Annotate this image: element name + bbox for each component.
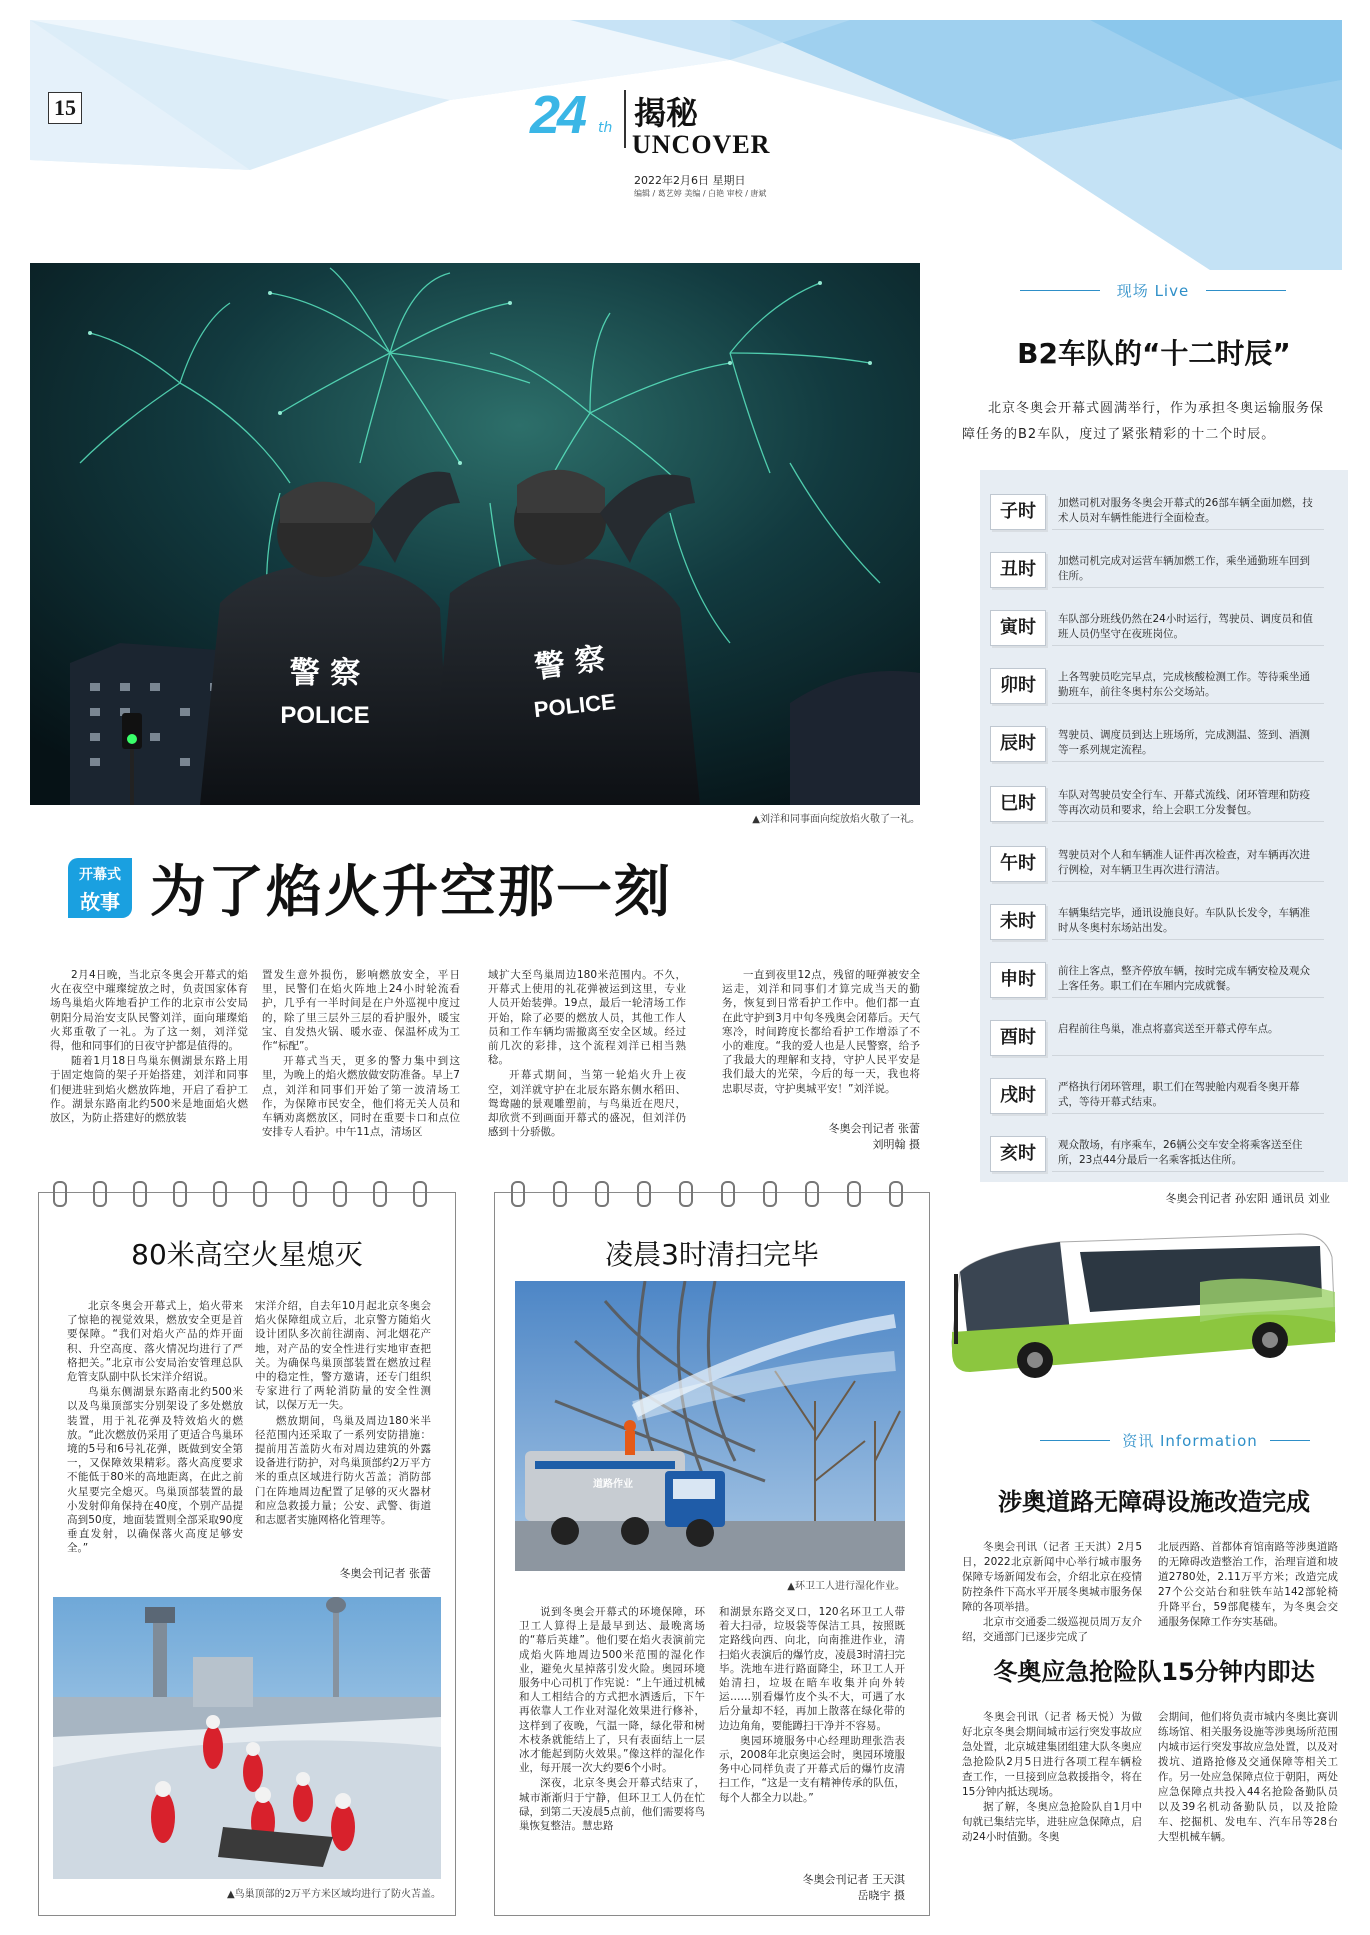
section-tag xyxy=(68,858,132,918)
paragraph: 一直到夜里12点，残留的哑弹被安全运走，刘洋和同事们才算完成当天的勤务，恢复到日常看护工作中。他们都一直在此守护到3月中旬冬残奥会闭幕后。天气寒冷，时间跨度长都给看护工作增添了不小的难度。“我的爱人也是人民警察，给予了我最大的理解和支持，守护人民平安是我们最大的光荣，今后的每一天，我也将忠职尽责，守护奥城平安！”刘洋说。 xyxy=(722,969,920,1095)
time-row xyxy=(990,604,1338,650)
card-right-headline: 凌晨3时清扫完毕 xyxy=(605,1238,819,1271)
masthead-title-cn: 揭秘 xyxy=(634,94,699,132)
live-byline: 冬奥会刊记者 孙宏阳 通讯员 刘业 xyxy=(1165,1192,1330,1205)
masthead-credits: 编辑 / 葛艺婷 美编 / 白艳 审校 / 唐斌 xyxy=(634,189,767,198)
svg-text:POLICE: POLICE xyxy=(280,702,370,729)
paragraph: 域扩大至鸟巢周边180米范围内。不久，开幕式上使用的礼花弹被运到这里，专业人员开始装弹。19点，最后一轮清场工作开始，除了必要的燃放人员，其他工作人员和工作车辆均需撤离至安全区域。经过前几次的彩排，这个流程刘洋已相当熟稔。 xyxy=(488,969,686,1067)
paragraph: 奥园环境服务中心经理助理张浩表示，2008年北京奥运会时，奥园环境服务中心同样负责了开幕式后的爆竹皮清扫工作，“这是一支有精神传承的队伍，每个人都全力以赴。” xyxy=(719,1734,905,1804)
time-row xyxy=(990,1130,1338,1176)
info-section-header xyxy=(960,1432,1348,1448)
paragraph: 据了解，冬奥应急抢险队自1月中旬就已集结完毕，进驻应急保障点，启动24小时值勤。冬奥 xyxy=(962,1801,1142,1843)
bus-illustration xyxy=(940,1212,1340,1382)
card-left-headline: 80米高空火星熄灭 xyxy=(131,1238,363,1271)
paragraph: 和湖景东路交叉口，120名环卫工人带着大扫帚，垃圾袋等保洁工具，按照既定路线向西、向北，向南推进作业，清扫焰火表演后的爆竹皮，凌晨3时清扫完毕。洗地车进行路面降尘，环卫工人开始清扫，垃圾在暗车收集并向外转运……别看爆竹皮个头不大，可遇了水后分量却不轻，再加上散落在绿化带的边边角角，要能蹲扫干净并不容易。 xyxy=(719,1606,905,1732)
time-label: 巳时 xyxy=(990,786,1046,822)
binder-ring xyxy=(721,1181,735,1207)
card-right-byline-2: 岳晓宇 摄 xyxy=(857,1889,905,1902)
main-story-col1 xyxy=(50,968,248,1126)
time-label: 寅时 xyxy=(990,610,1046,646)
masthead-divider xyxy=(624,90,626,148)
street-cleaning-photo xyxy=(515,1281,905,1571)
story-card-left xyxy=(38,1192,456,1916)
time-desc: 启程前往鸟巢，准点将嘉宾送至开幕式停车点。 xyxy=(1052,1018,1324,1056)
masthead-date: 2022年2月6日 星期日 xyxy=(634,174,746,187)
time-row xyxy=(990,662,1338,708)
paragraph: 宋洋介绍，自去年10月起北京冬奥会焰火保障组成立后，北京警方随焰火设计团队多次前往湖南、河北烟花产地，对产品的安全性进行实地审查把关。为确保鸟巢顶部装置在燃放过程中的稳定性，警方邀请，还专门组织专家进行了两轮消防量的安全性测试，以保万无一失。 xyxy=(255,1300,431,1412)
time-desc: 上各驾驶员吃完早点，完成核酸检测工作。等待乘坐通勤班车，前往冬奥村东公交场站。 xyxy=(1052,666,1324,704)
card-left-photo-caption: ▲鸟巢顶部的2万平方米区域均进行了防火苫盖。 xyxy=(226,1889,441,1900)
section-tag-line2: 故事 xyxy=(80,890,120,914)
binder-ring xyxy=(889,1181,903,1207)
divider-line xyxy=(1270,1440,1310,1441)
divider-line xyxy=(1206,290,1286,291)
live-headline: B2车队的“十二时辰” xyxy=(1017,337,1291,370)
time-row xyxy=(990,546,1338,592)
card-right-byline-1: 冬奥会刊记者 王天淇 xyxy=(802,1873,905,1886)
time-row xyxy=(990,1072,1338,1118)
binder-ring xyxy=(53,1181,67,1207)
binder-ring xyxy=(595,1181,609,1207)
binder-ring xyxy=(763,1181,777,1207)
binder-ring xyxy=(93,1181,107,1207)
info-headline-1: 涉奥道路无障碍设施改造完成 xyxy=(998,1488,1310,1516)
paragraph: 开幕式当天，更多的警力集中到这里，为晚上的焰火燃放做安防准备。早上7点，刘洋和同事们开始了第一波清场工作，为保障市民安全，他们将无关人员和车辆劝离燃放区，同时在重要卡口和点位安排专人看护。中午11点，清场区 xyxy=(262,1055,460,1139)
story-card-right xyxy=(494,1192,930,1916)
paragraph: 北京冬奥会开幕式上，焰火带来了惊艳的视觉效果，燃放安全更是首要保障。“我们对焰火产品的炸开面积、升空高度、落火情况均进行了严格把关。”北京市公安局治安管理总队危管支队副中队长宋洋介绍说。 xyxy=(67,1300,243,1384)
binder-ring xyxy=(293,1181,307,1207)
paragraph: 燃放期间，鸟巢及周边180米半径范围内还采取了一系列安防措施：提前用苫盖防火布对周边建筑的外露设备进行防护，对鸟巢顶部约2万平方米的重点区域进行防火苫盖；消防部门在阵地周边配置了足够的灭火器材和应急救援力量；公安、武警、街道和志愿者实施网格化管理等。 xyxy=(255,1414,431,1527)
binder-ring xyxy=(373,1181,387,1207)
time-label: 辰时 xyxy=(990,726,1046,762)
svg-text:警 察: 警 察 xyxy=(532,641,608,686)
time-row xyxy=(990,488,1338,534)
paragraph: 随着1月18日鸟巢东侧湖景东路上用于固定炮筒的架子开始搭建，刘洋和同事们便进驻到焰火燃放阵地，开启了看护工作。湖景东路南北约500米是地面焰火燃放区，为防止搭建好的燃放装 xyxy=(50,1055,248,1125)
main-headline: 为了焰火升空那一刻 xyxy=(150,860,672,925)
time-label: 酉时 xyxy=(990,1020,1046,1056)
time-row xyxy=(990,780,1338,826)
info-article-2-col2: 会期间，他们将负责市城内冬奥比赛训练场馆、相关服务设施等涉奥场所范围内城市运行突发事故应急处置，以及对拨坑、道路抢修及交通保障等相关工作。另一处应急保障点位于朝阳，两处应急保障点共投入44名抢险备勤队员以及39名机动备勤队员，以及抢险车、挖掘机、发电车、汽车吊等28台大型机械车辆。 xyxy=(1158,1711,1338,1843)
live-intro: 北京冬奥会开幕式圆满举行，作为承担冬奥运输服务保障任务的B2车队，度过了紧张精彩的十二个时辰。 xyxy=(962,401,1325,442)
time-label: 子时 xyxy=(990,494,1046,530)
masthead xyxy=(520,80,880,210)
paragraph: 说到冬奥会开幕式的环境保障，环卫工人算得上是最早到达、最晚离场的“幕后英雄”。他们要在焰火表演前完成焰火阵地周边500米范围的湿化作业，避免火星掉落引发火险。奥园环境服务中心司机丁作宪说：“上午通过机械和人工相结合的方式把水洒透后，下午再依靠人工作业对湿化效果进行修补，这样到了夜晚，气温一降，绿化带和树木枝条就能结上了，只有表面结上一层冰才能起到防火效果。”像这样的湿化作业，每开展一次大约要6个小时。 xyxy=(519,1606,705,1775)
paragraph: 冬奥会刊讯（记者 王天淇）2月5日，2022北京新闻中心举行城市服务保障专场新闻发布会，介绍北京在疫情防控条件下高水平开展冬奥城市服务保障的各项举措。 xyxy=(962,1541,1142,1613)
time-desc: 加燃司机对服务冬奥会开幕式的26部车辆全面加燃，技术人员对车辆性能进行全面检查。 xyxy=(1052,492,1324,530)
time-label: 申时 xyxy=(990,962,1046,998)
card-right-photo-caption: ▲环卫工人进行湿化作业。 xyxy=(787,1581,905,1592)
binder-ring xyxy=(213,1181,227,1207)
main-story-col3 xyxy=(488,968,686,1140)
card-right-col2 xyxy=(719,1605,905,1806)
time-row xyxy=(990,840,1338,886)
paragraph: 冬奥会刊讯（记者 杨天悦）为做好北京冬奥会期间城市运行突发事故应急处置，北京城建集团组建大队冬奥应急抢险队2月5日进行各项工程车辆检查工作，一旦接到应急救援指令，将在15分钟内抵达现场。 xyxy=(962,1711,1142,1798)
live-section-header xyxy=(960,282,1348,298)
time-desc: 加燃司机完成对运营车辆加燃工作，乘坐通勤班车回到住所。 xyxy=(1052,550,1324,588)
fireworks-police-photo xyxy=(30,263,920,805)
live-label: 现场 Live xyxy=(1116,282,1190,300)
binder-ring xyxy=(553,1181,567,1207)
time-desc: 前往上客点，整齐停放车辆，按时完成车辆安检及观众上客任务。职工们在车厢内完成就餐。 xyxy=(1052,960,1324,998)
paragraph: 北京市交通委二级巡视员周万友介绍，交通部门已逐步完成了 xyxy=(962,1616,1142,1643)
logo-th: th xyxy=(598,120,613,136)
time-desc: 车队部分班线仍然在24小时运行，驾驶员、调度员和值班人员仍坚守在夜班岗位。 xyxy=(1052,608,1324,646)
binder-ring xyxy=(805,1181,819,1207)
binder-ring xyxy=(511,1181,525,1207)
time-label: 未时 xyxy=(990,904,1046,940)
time-row xyxy=(990,720,1338,766)
binder-ring xyxy=(637,1181,651,1207)
time-label: 戌时 xyxy=(990,1078,1046,1114)
page-number: 15 xyxy=(48,92,82,124)
card-right-col1 xyxy=(519,1605,705,1834)
divider-line xyxy=(1020,290,1100,291)
card-left-col2 xyxy=(255,1299,431,1528)
logo-24: 24 xyxy=(530,85,585,145)
main-photo-caption: ▲刘洋和同事面向绽放焰火敬了一礼。 xyxy=(752,814,920,825)
paragraph: 深夜，北京冬奥会开幕式结束了，城市渐渐归于宁静，但环卫工人仍在忙碌，到第二天凌晨5点前，他们需要将鸟巢恢复整洁。慧忠路 xyxy=(519,1777,705,1833)
binder-ring xyxy=(253,1181,267,1207)
masthead-title-en: UNCOVER xyxy=(632,130,771,159)
time-row xyxy=(990,898,1338,944)
card-left-byline: 冬奥会刊记者 张蕾 xyxy=(339,1567,431,1580)
info-article-1-col1 xyxy=(962,1540,1142,1645)
paragraph: 鸟巢东侧湖景东路南北约500米以及鸟巢顶部实分别架设了多处燃放装置，用于礼花弹及特效焰火的燃放。“此次燃放仍采用了更适合鸟巢环境的5号和6号礼花弹，既做到安全第一，又保障效果精彩。落火高度要求不能低于80米的高地距离，在此之前火星要完全熄灭。鸟巢顶部装置的最小发射仰角保持在40度，个别产品提高到50度，地面装置则全部采取90度垂直发射，以确保落火高度足够安全。” xyxy=(67,1386,243,1555)
time-desc: 观众散场，有序乘车，26辆公交车安全将乘客送至住所，23点44分最后一名乘客抵达住所。 xyxy=(1052,1134,1324,1172)
main-byline-2: 刘明翰 摄 xyxy=(872,1138,920,1151)
main-story-col4 xyxy=(722,968,920,1097)
time-row xyxy=(990,1014,1338,1060)
stadium-roof-photo xyxy=(53,1597,441,1879)
binder-ring xyxy=(133,1181,147,1207)
svg-text:POLICE: POLICE xyxy=(532,688,617,723)
paragraph: 2月4日晚，当北京冬奥会开幕式的焰火在夜空中璀璨绽放之时，负责国家体育场鸟巢焰火阵地看护工作的北京市公安局朝阳分局治安支队民警刘洋，面向璀璨焰火郑重敬了一礼。为了这一刻，刘洋觉得，他和同事们的日夜守护都是值得的。 xyxy=(50,969,248,1053)
divider-line xyxy=(1040,1440,1110,1441)
paragraph: 开幕式期间，当第一轮焰火升上夜空，刘洋就守护在北辰东路东侧水稻田、鸳鸯融的景观雕塑前，与鸟巢近在咫尺，却欣赏不到画面开幕式的盛况，但刘洋仍感到十分骄傲。 xyxy=(488,1069,686,1139)
time-desc: 严格执行闭环管理，职工们在驾驶舱内观看冬奥开幕式，等待开幕式结束。 xyxy=(1052,1076,1324,1114)
binder-ring xyxy=(847,1181,861,1207)
time-label: 卯时 xyxy=(990,668,1046,704)
info-article-1-col2: 北辰西路、首都体育馆南路等涉奥道路的无障碍改造整治工作，治理盲道和坡道2780处，2.11万平方米；改造完成27个公交站台和驻铁车站142部轮椅升降平台，59部爬楼车，为冬奥会交通服务保障工作夯实基础。 xyxy=(1158,1541,1338,1628)
card-left-col1 xyxy=(67,1299,243,1557)
binder-ring xyxy=(173,1181,187,1207)
section-tag-line1: 开幕式 xyxy=(79,867,121,883)
main-story-col2 xyxy=(262,968,460,1140)
paragraph: 置发生意外损伤，影响燃放安全，平日里，民警们在焰火阵地上24小时轮流看护，几乎有一半时间是在户外巡视中度过的，除了里三层外三层的看护服外，暖宝宝、自发热火锅、暖水壶、保温杯成为工作“标配”。 xyxy=(262,969,460,1053)
time-desc: 驾驶员对个人和车辆准人证件再次检查，对车辆再次进行例检，对车辆卫生再次进行清洁。 xyxy=(1052,844,1324,882)
binder-ring xyxy=(679,1181,693,1207)
binder-ring xyxy=(413,1181,427,1207)
info-article-2-col1 xyxy=(962,1710,1142,1845)
time-desc: 车队对驾驶员安全行车、开幕式流线、闭环管理和防疫等再次动员和要求，给上会职工分发餐包。 xyxy=(1052,784,1324,822)
time-desc: 车辆集结完毕，通讯设施良好。车队队长发令，车辆准时从冬奥村东场站出发。 xyxy=(1052,902,1324,940)
binder-ring xyxy=(333,1181,347,1207)
truck-sign: 道路作业 xyxy=(593,1479,633,1490)
time-row xyxy=(990,956,1338,1002)
time-label: 午时 xyxy=(990,846,1046,882)
time-desc: 驾驶员、调度员到达上班场所，完成测温、签到、酒测等一系列规定流程。 xyxy=(1052,724,1324,762)
info-headline-2: 冬奥应急抢险队15分钟内即达 xyxy=(993,1658,1315,1686)
info-label: 资讯 Information xyxy=(1122,1432,1258,1450)
svg-text:警 察: 警 察 xyxy=(289,656,361,691)
time-label: 丑时 xyxy=(990,552,1046,588)
time-label: 亥时 xyxy=(990,1136,1046,1172)
main-byline-1: 冬奥会刊记者 张蕾 xyxy=(828,1122,920,1135)
